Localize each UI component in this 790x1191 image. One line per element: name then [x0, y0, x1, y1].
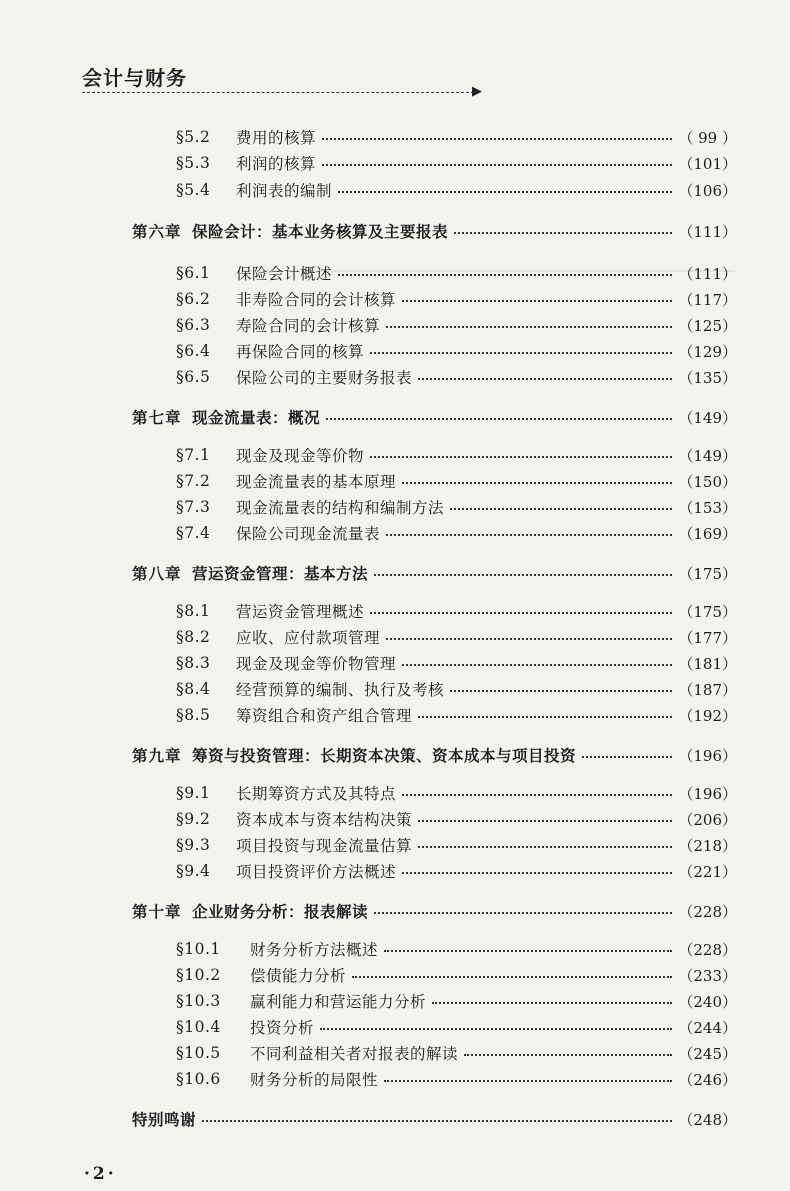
page-ref: （111） — [678, 264, 737, 283]
section-number: §7.1 — [176, 446, 211, 464]
toc-section-row — [176, 468, 737, 494]
dot-leader — [386, 534, 672, 536]
toc-section-row — [176, 1066, 737, 1092]
section-title: 项目投资评价方法概述 — [236, 863, 397, 881]
section-number: §9.1 — [176, 784, 211, 802]
dot-leader — [450, 690, 672, 692]
dot-leader — [384, 950, 672, 952]
toc-section-row — [176, 962, 737, 988]
section-title: 财务分析的局限性 — [250, 1071, 379, 1089]
dot-leader — [418, 846, 672, 848]
page-ref: （177） — [678, 628, 737, 647]
section-title: 投资分析 — [250, 1019, 315, 1037]
toc-section-row — [176, 124, 737, 150]
section-title: 现金流量表的基本原理 — [236, 473, 397, 491]
section-title: 长期筹资方式及其特点 — [236, 785, 397, 803]
page-ref: （175） — [678, 602, 737, 621]
toc-section-row — [176, 858, 737, 884]
section-number: §7.2 — [176, 472, 211, 490]
book-title: 会计与财务 — [82, 66, 187, 90]
page-ref: （101） — [678, 154, 737, 173]
dot-leader — [464, 1054, 672, 1056]
page-ref: （169） — [678, 524, 737, 543]
section-number: §7.4 — [176, 524, 211, 542]
toc-section-row — [176, 312, 737, 338]
dot-leader — [402, 872, 672, 874]
section-title: 再保险合同的核算 — [236, 343, 365, 361]
page-ref: （196） — [678, 784, 737, 803]
dot-leader — [338, 191, 672, 193]
section-number: §8.4 — [176, 680, 211, 698]
toc-section-row — [176, 286, 737, 312]
page-ref: （111） — [678, 222, 737, 241]
dot-leader — [582, 756, 672, 758]
page-ref: （106） — [678, 181, 737, 200]
page-ref: （150） — [678, 472, 737, 491]
dot-leader — [374, 912, 672, 914]
page-number: ·2· — [84, 1164, 117, 1184]
section-title: 利润的核算 — [236, 155, 317, 173]
page-ref: （228） — [678, 940, 737, 959]
chapter-number: 第七章 — [132, 409, 182, 427]
page-ref: （175） — [678, 564, 737, 583]
section-number: §5.3 — [176, 154, 211, 172]
section-number: §6.5 — [176, 368, 211, 386]
section-number: §10.3 — [176, 992, 221, 1010]
header-dashed-rule — [82, 92, 474, 93]
dot-leader — [374, 574, 672, 576]
chapter-number: 第六章 — [132, 223, 182, 241]
toc-section-row — [176, 832, 737, 858]
dot-leader — [322, 138, 672, 140]
page-ref: （240） — [678, 992, 737, 1011]
page-ref: （248） — [678, 1110, 737, 1129]
toc-chapter-row — [132, 218, 737, 244]
chapter-title: 保险会计：基本业务核算及主要报表 — [192, 223, 449, 241]
toc-section-row — [176, 260, 737, 286]
section-number: §5.4 — [176, 181, 211, 199]
running-header — [82, 62, 492, 102]
toc-section-row — [176, 780, 737, 806]
chapter-title: 企业财务分析：报表解读 — [192, 903, 369, 921]
section-number: §9.3 — [176, 836, 211, 854]
toc-chapter-row — [132, 898, 737, 924]
section-title: 资本成本与资本结构决策 — [236, 811, 413, 829]
section-title: 偿债能力分析 — [250, 967, 347, 985]
chapter-title: 现金流量表：概况 — [192, 409, 321, 427]
section-title: 寿险合同的会计核算 — [236, 317, 381, 335]
section-number: §8.2 — [176, 628, 211, 646]
dot-leader — [320, 1028, 672, 1030]
page-ref: （228） — [678, 902, 737, 921]
dot-leader — [384, 1080, 672, 1082]
section-title: 现金及现金等价物 — [236, 447, 365, 465]
chapter-number: 第八章 — [132, 565, 182, 583]
section-number: §10.2 — [176, 966, 221, 984]
toc-section-row — [176, 364, 737, 390]
section-title: 项目投资与现金流量估算 — [236, 837, 413, 855]
dot-leader — [322, 164, 672, 166]
toc-section-row — [176, 988, 737, 1014]
dot-leader — [352, 976, 672, 978]
section-number: §8.5 — [176, 706, 211, 724]
section-number: §5.2 — [176, 128, 211, 146]
page-ref: （218） — [678, 836, 737, 855]
dot-leader — [432, 1002, 672, 1004]
page-ref: （187） — [678, 680, 737, 699]
chapter-number: 第九章 — [132, 747, 182, 765]
chapter-title: 筹资与投资管理：长期资本决策、资本成本与项目投资 — [192, 747, 577, 765]
page-ref: （125） — [678, 316, 737, 335]
section-number: §10.5 — [176, 1044, 221, 1062]
page-ref: （117） — [678, 290, 737, 309]
section-title: 保险公司现金流量表 — [236, 525, 381, 543]
section-title: 财务分析方法概述 — [250, 941, 379, 959]
toc-chapter-row — [132, 742, 737, 768]
page-ref: （233） — [678, 966, 737, 985]
toc-chapter-row — [132, 560, 737, 586]
dot-leader — [402, 482, 672, 484]
section-title: 现金流量表的结构和编制方法 — [236, 499, 445, 517]
dot-leader — [370, 612, 672, 614]
toc-section-row — [176, 806, 737, 832]
toc-chapter-row — [132, 1106, 737, 1132]
dot-leader — [450, 508, 672, 510]
toc-section-row — [176, 598, 737, 624]
section-title: 应收、应付款项管理 — [236, 629, 381, 647]
dot-leader — [418, 378, 672, 380]
toc-section-row — [176, 520, 737, 546]
chapter-number: 第十章 — [132, 903, 182, 921]
section-title: 不同利益相关者对报表的解读 — [250, 1045, 459, 1063]
page-ref: （135） — [678, 368, 737, 387]
dot-leader — [386, 326, 672, 328]
section-title: 经营预算的编制、执行及考核 — [236, 681, 445, 699]
dot-leader — [418, 716, 672, 718]
dot-leader — [386, 638, 672, 640]
toc-section-row — [176, 442, 737, 468]
dot-leader — [326, 418, 672, 420]
toc-section-row — [176, 338, 737, 364]
section-title: 赢利能力和营运能力分析 — [250, 993, 427, 1011]
dot-leader — [402, 664, 672, 666]
toc-section-row — [176, 150, 737, 176]
page-ref: （246） — [678, 1070, 737, 1089]
section-title: 筹资组合和资产组合管理 — [236, 707, 413, 725]
dot-leader — [402, 300, 672, 302]
chapter-title: 营运资金管理：基本方法 — [192, 565, 369, 583]
page-ref: （245） — [678, 1044, 737, 1063]
section-title: 非寿险合同的会计核算 — [236, 291, 397, 309]
page-ref: （196） — [678, 746, 737, 765]
section-title: 营运资金管理概述 — [236, 603, 365, 621]
section-title: 费用的核算 — [236, 129, 317, 147]
toc-section-row — [176, 650, 737, 676]
toc-section-row — [176, 494, 737, 520]
section-number: §7.3 — [176, 498, 211, 516]
page-ref: （206） — [678, 810, 737, 829]
toc-section-row — [176, 177, 737, 203]
dot-leader — [370, 456, 672, 458]
section-number: §10.4 — [176, 1018, 221, 1036]
section-title: 保险公司的主要财务报表 — [236, 369, 413, 387]
section-number: §10.1 — [176, 940, 221, 958]
section-number: §9.2 — [176, 810, 211, 828]
section-number: §6.4 — [176, 342, 211, 360]
page-ref: （192） — [678, 706, 737, 725]
section-number: §9.4 — [176, 862, 211, 880]
page-ref: （129） — [678, 342, 737, 361]
section-title: 现金及现金等价物管理 — [236, 655, 397, 673]
dot-leader — [454, 232, 672, 234]
toc-section-row — [176, 1040, 737, 1066]
chapter-title: 特别鸣谢 — [132, 1111, 197, 1129]
page-ref: （221） — [678, 862, 737, 881]
toc-section-row — [176, 676, 737, 702]
dot-leader — [338, 274, 672, 276]
section-number: §8.3 — [176, 654, 211, 672]
toc-chapter-row — [132, 404, 737, 430]
section-number: §10.6 — [176, 1070, 221, 1088]
section-title: 利润表的编制 — [236, 182, 333, 200]
toc-section-row — [176, 624, 737, 650]
section-number: §6.1 — [176, 264, 211, 282]
arrow-right-icon: ▶ — [472, 84, 482, 99]
page-ref: （149） — [678, 446, 737, 465]
section-number: §8.1 — [176, 602, 211, 620]
page-ref: （153） — [678, 498, 737, 517]
section-number: §6.3 — [176, 316, 211, 334]
dot-leader — [402, 794, 672, 796]
dot-leader — [418, 820, 672, 822]
section-title: 保险会计概述 — [236, 265, 333, 283]
page-ref: （244） — [678, 1018, 737, 1037]
dot-leader — [202, 1120, 672, 1122]
toc-section-row — [176, 1014, 737, 1040]
dot-leader — [370, 352, 672, 354]
toc-section-row — [176, 936, 737, 962]
page-ref: （181） — [678, 654, 737, 673]
page-ref: （ 99 ） — [678, 128, 737, 147]
page-ref: （149） — [678, 408, 737, 427]
toc-section-row — [176, 702, 737, 728]
section-number: §6.2 — [176, 290, 211, 308]
